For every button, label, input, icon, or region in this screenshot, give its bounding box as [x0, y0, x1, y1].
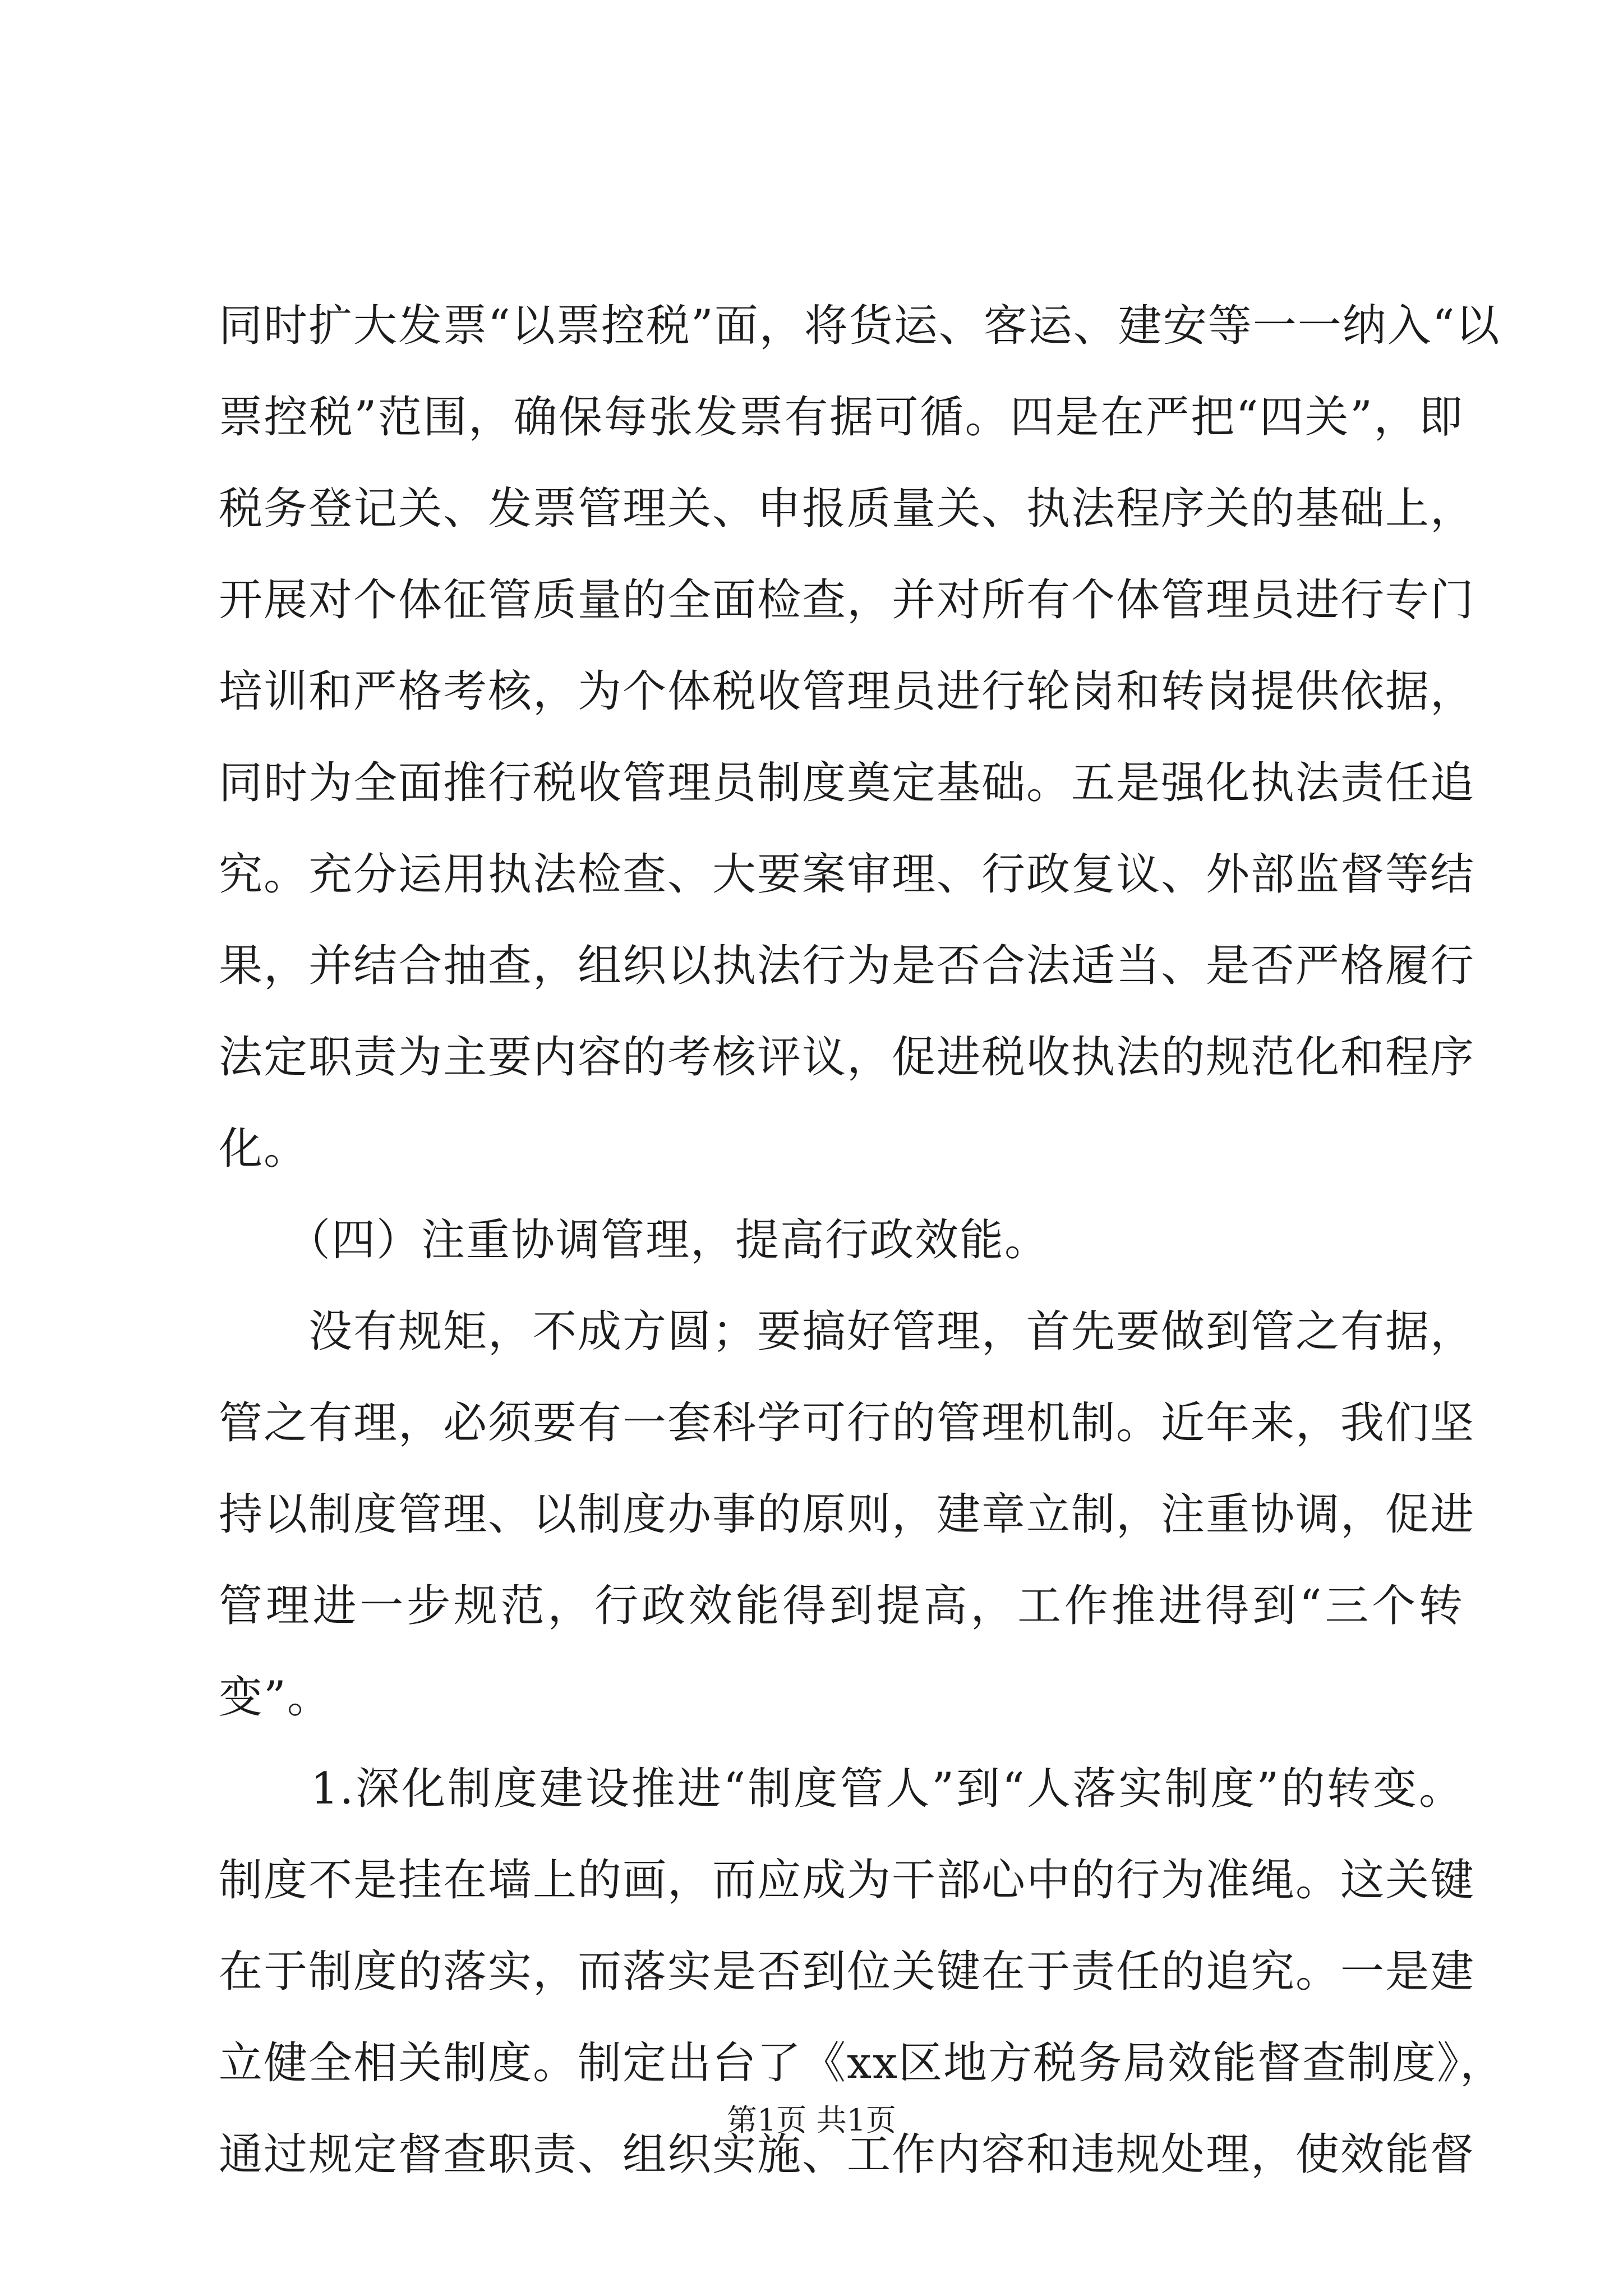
paragraph-line: 立健全相关制度。制定出台了《xx区地方税务局效能督查制度》，	[219, 2038, 1505, 2088]
page-number-footer: 第1页 共1页	[727, 2102, 896, 2138]
section-heading: （四）注重协调管理，提高行政效能。	[219, 1215, 1050, 1266]
paragraph-line: 同时扩大发票“以票控税”面，将货运、客运、建安等一一纳入“以	[219, 301, 1501, 351]
paragraph-line: 1.深化制度建设推进“制度管人”到“人落实制度”的转变。	[219, 1764, 1464, 1814]
paragraph-line: 开展对个体征管质量的全面检查，并对所有个体管理员进行专门	[219, 575, 1476, 625]
paragraph-line: 同时为全面推行税收管理员制度奠定基础。五是强化执法责任追	[219, 758, 1476, 808]
paragraph-line: 税务登记关、发票管理关、申报质量关、执法程序关的基础上，	[219, 484, 1476, 534]
paragraph-line: 制度不是挂在墙上的画，而应成为干部心中的行为准绳。这关键	[219, 1855, 1476, 1906]
paragraph-line: 化。	[219, 1124, 309, 1174]
paragraph-line: 持以制度管理、以制度办事的原则，建章立制，注重协调，促进	[219, 1489, 1476, 1540]
paragraph-line: 管之有理，必须要有一套科学可行的管理机制。近年来，我们坚	[219, 1398, 1476, 1448]
paragraph-line: 管理进一步规范，行政效能得到提高，工作推进得到“三个转	[219, 1581, 1464, 1631]
paragraph-line: 票控税”范围，确保每张发票有据可循。四是在严把“四关”，即	[219, 392, 1464, 443]
paragraph-line: 培训和严格考核，为个体税收管理员进行轮岗和转岗提供依据，	[219, 666, 1476, 717]
paragraph-line: 变”。	[219, 1672, 332, 1723]
paragraph-line: 没有规矩，不成方圆；要搞好管理，首先要做到管之有据，	[219, 1306, 1476, 1357]
paragraph-line: 法定职责为主要内容的考核评议，促进税收执法的规范化和程序	[219, 1032, 1476, 1083]
paragraph-line: 通过规定督查职责、组织实施、工作内容和违规处理，使效能督	[219, 2129, 1476, 2180]
paragraph-line: 究。充分运用执法检查、大要案审理、行政复议、外部监督等结	[219, 849, 1476, 900]
paragraph-line: 在于制度的落实，而落实是否到位关键在于责任的追究。一是建	[219, 1947, 1476, 1997]
paragraph-line: 果，并结合抽查，组织以执法行为是否合法适当、是否严格履行	[219, 941, 1476, 991]
document-body	[219, 280, 1505, 2201]
